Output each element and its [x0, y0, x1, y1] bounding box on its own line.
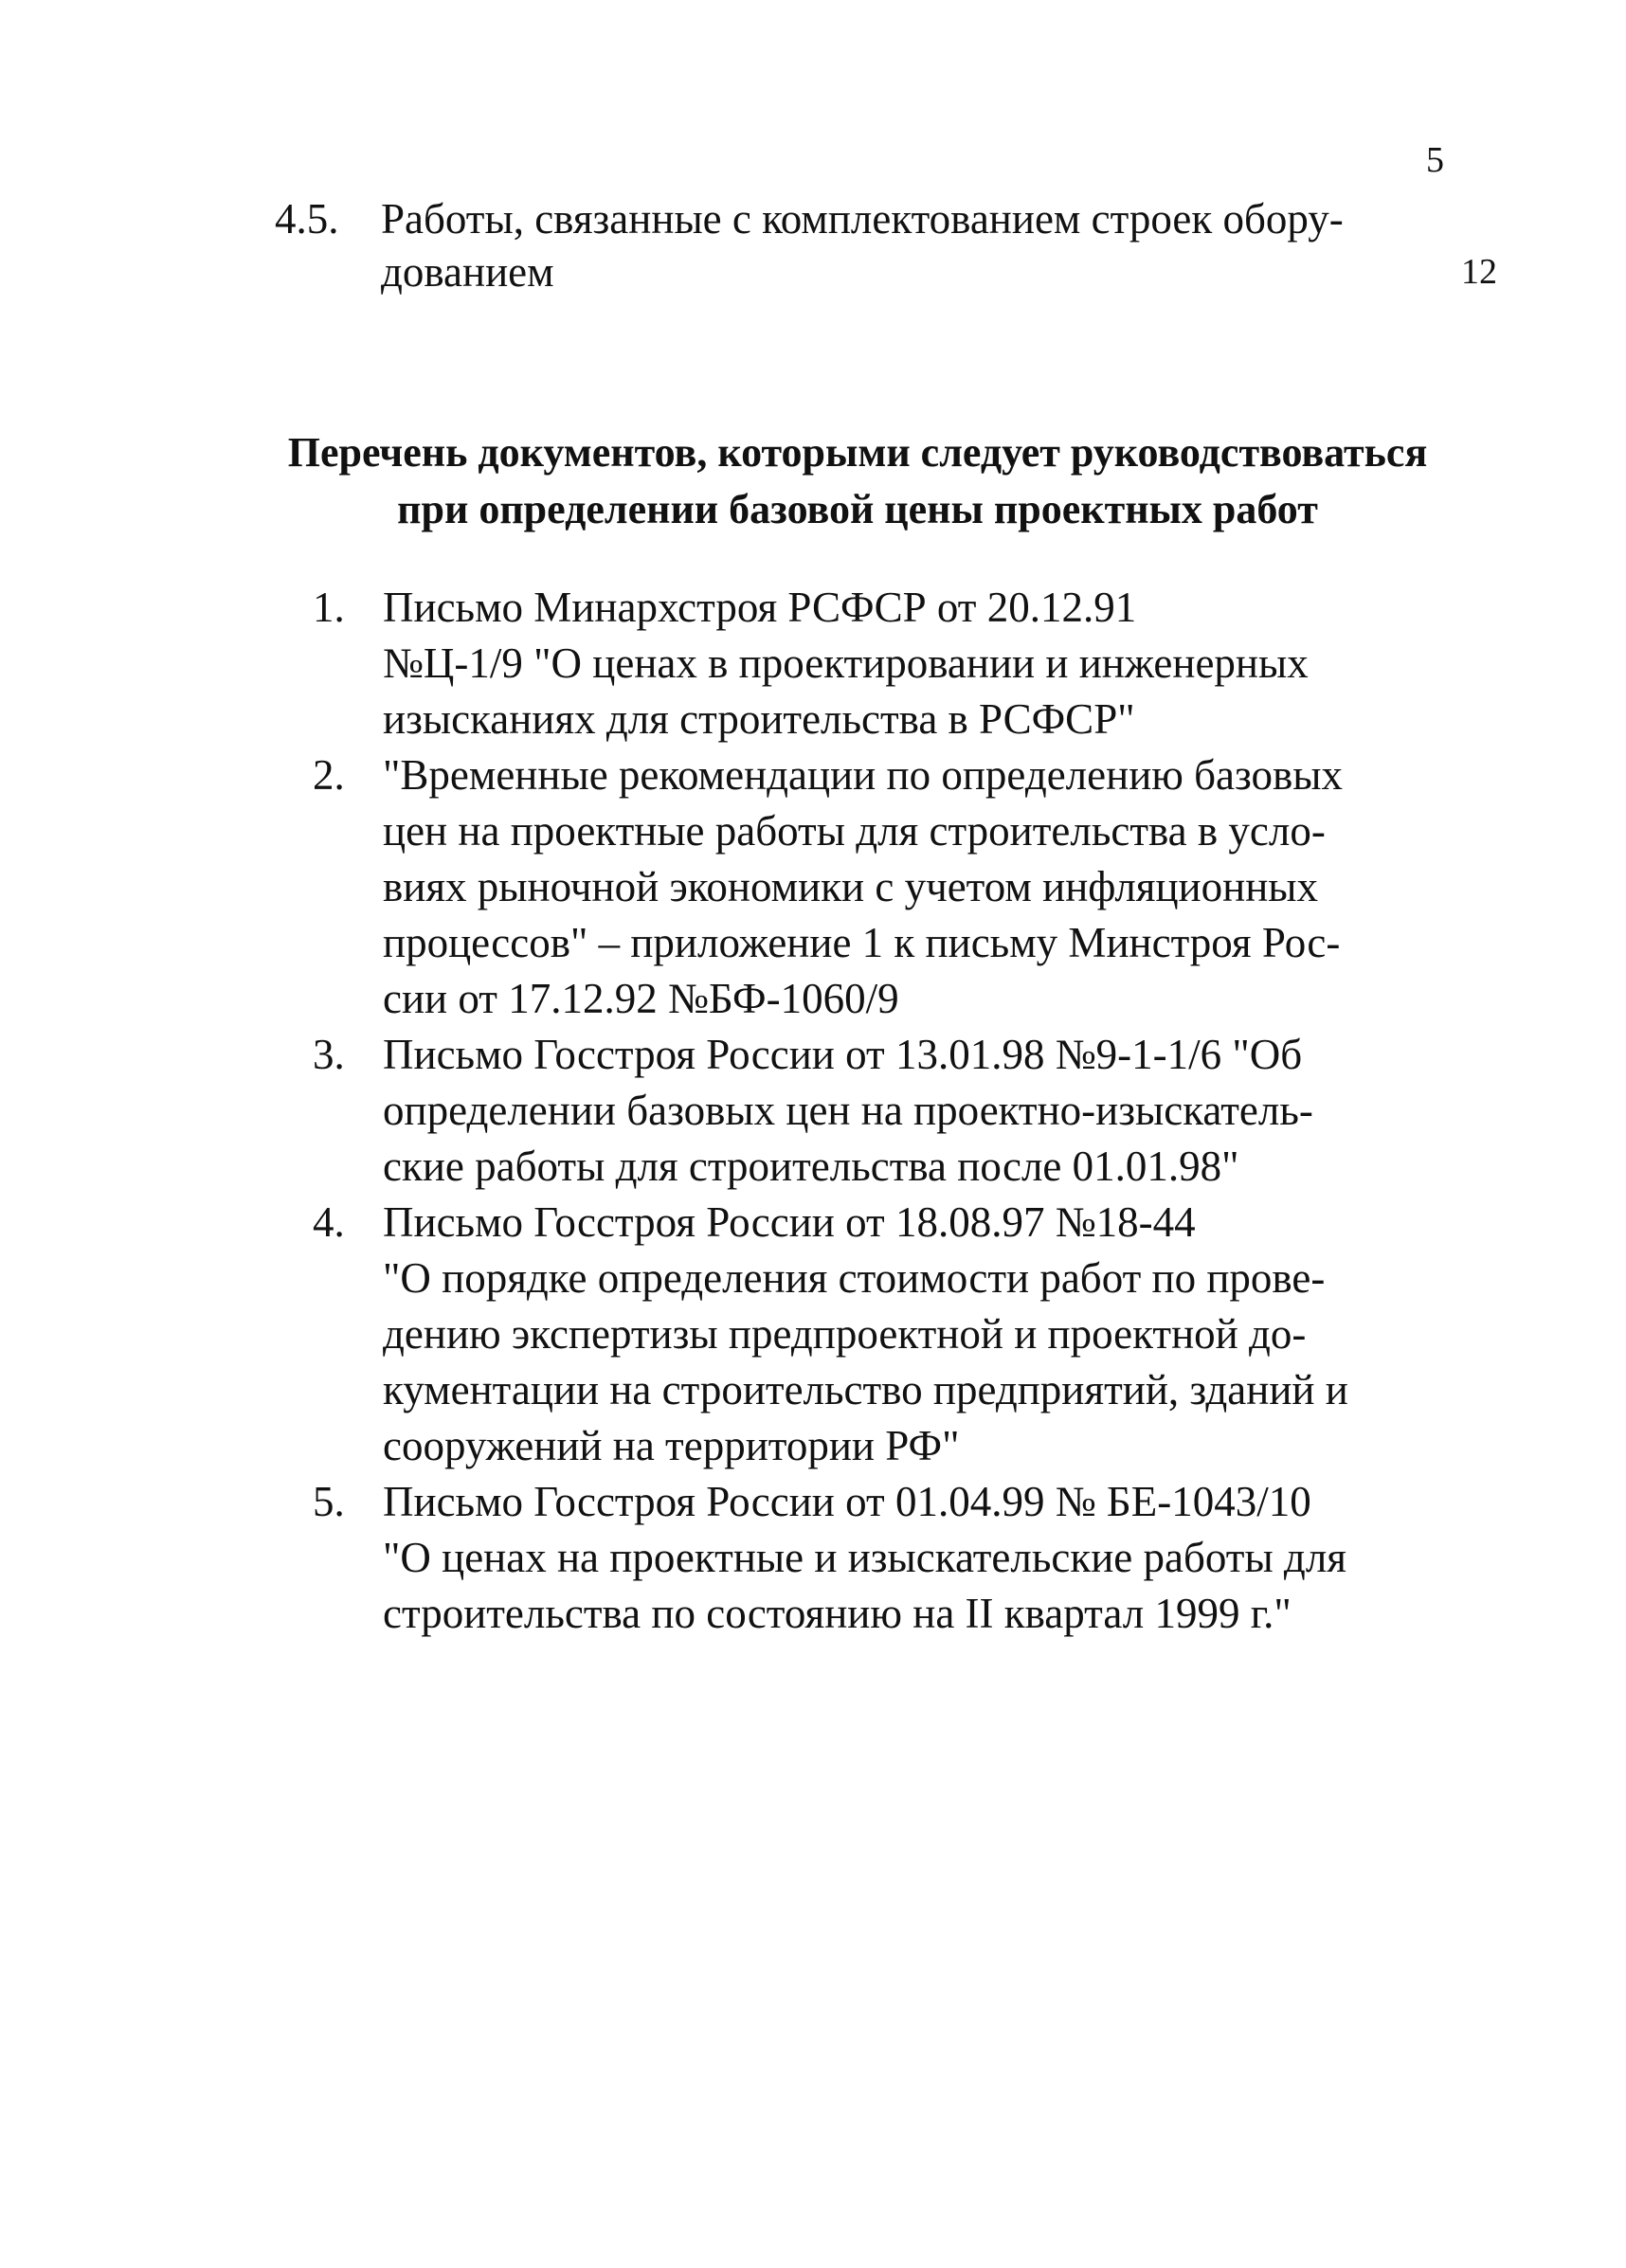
document-item-number: 1.	[313, 584, 345, 631]
toc-entry-page: 12	[1461, 252, 1497, 292]
document-item	[313, 1474, 1450, 1642]
document-item-number: 5.	[313, 1478, 345, 1525]
document-item-line: "О порядке определения стоимости работ по прове-	[383, 1254, 1326, 1302]
section-heading-line: Перечень документов, которыми следует руководствоваться	[287, 429, 1428, 476]
document-item-line: изысканиях для строительства в РСФСР"	[383, 695, 1135, 743]
document-item-line: процессов" – приложение 1 к письму Минстроя Рос-	[383, 919, 1341, 966]
document-item-line: определении базовых цен на проектно-изыскатель-	[383, 1087, 1313, 1134]
document-list	[313, 580, 1450, 1642]
document-item-line: Письмо Минархстроя РСФСР от 20.12.91	[383, 584, 1137, 631]
document-item-number: 2.	[313, 751, 345, 799]
section-heading-line: при определении базовой цены проектных работ	[397, 486, 1318, 532]
page-number: 5	[1426, 140, 1444, 180]
document-item	[313, 580, 1450, 747]
document-item-number: 3.	[313, 1031, 345, 1078]
document-item	[313, 1195, 1450, 1474]
toc-entry-line: дованием	[381, 248, 554, 296]
toc-entry-number: 4.5.	[275, 195, 339, 243]
document-item-line: №Ц-1/9 "О ценах в проектировании и инженерных	[383, 639, 1309, 687]
document-item-line: Письмо Госстроя России от 01.04.99 № БЕ-1043/10	[383, 1478, 1311, 1525]
document-item-line: цен на проектные работы для строительства в усло-	[383, 807, 1326, 855]
toc-entry-line: Работы, связанные с комплектованием строек обору-	[381, 195, 1344, 243]
document-item-line: сооружений на территории РФ"	[383, 1422, 960, 1469]
section-heading	[227, 424, 1488, 538]
document-item	[313, 747, 1450, 1027]
document-item-line: ские работы для строительства после 01.01.98"	[383, 1143, 1239, 1190]
document-item-line: кументации на строительство предприятий, зданий и	[383, 1366, 1348, 1413]
document-item-line: виях рыночной экономики с учетом инфляционных	[383, 863, 1319, 910]
document-item-line: сии от 17.12.92 №БФ-1060/9	[383, 975, 899, 1022]
document-item-line: Письмо Госстроя России от 13.01.98 №9-1-1/6 "Об	[383, 1031, 1303, 1078]
document-item-line: "Временные рекомендации по определению базовых	[383, 751, 1344, 799]
document-item-number: 4.	[313, 1198, 345, 1246]
document-item-line: "О ценах на проектные и изыскательские работы для	[383, 1534, 1346, 1581]
document-item-line: Письмо Госстроя России от 18.08.97 №18-44	[383, 1198, 1196, 1246]
document-item-line: строительства по состоянию на II квартал 1999 г."	[383, 1590, 1292, 1637]
document-item	[313, 1027, 1450, 1195]
toc-entry-text	[381, 192, 1344, 298]
document-item-line: дению экспертизы предпроектной и проектной до-	[383, 1310, 1307, 1358]
